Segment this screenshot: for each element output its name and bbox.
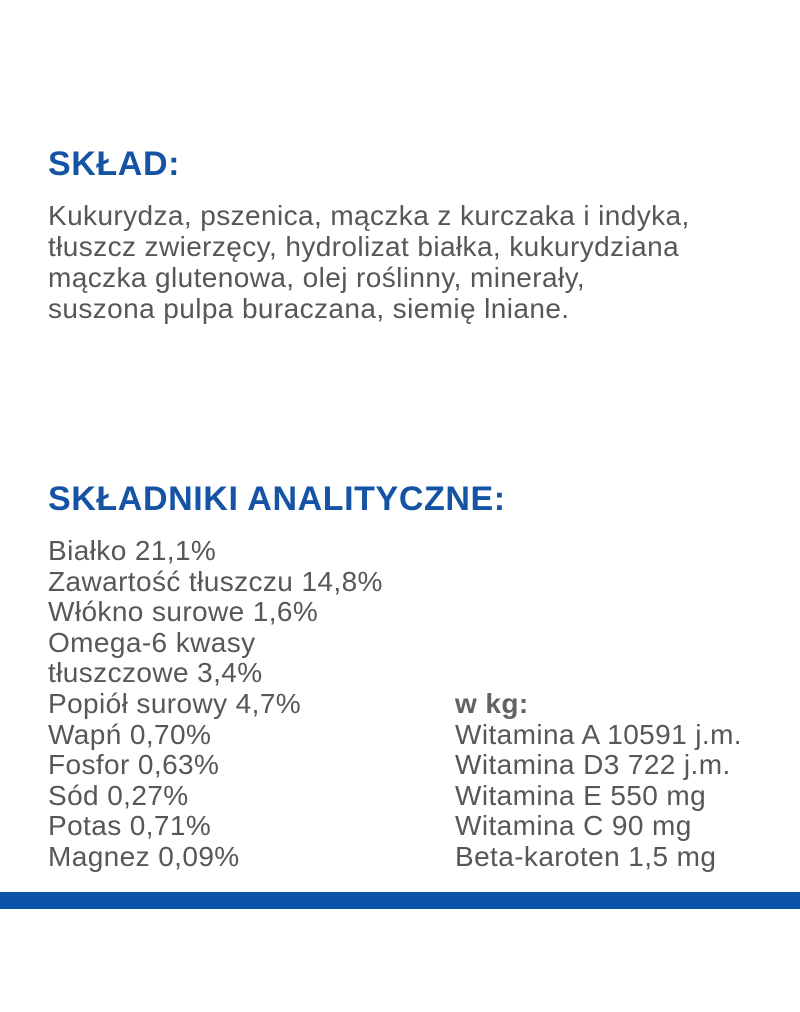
- analytical-item: tłuszczowe 3,4%: [48, 657, 263, 689]
- analytical-item: Potas 0,71%: [48, 810, 212, 842]
- analytical-right-column: [455, 689, 742, 873]
- analytical-left-column: [48, 536, 383, 873]
- analytical-item: Sód 0,27%: [48, 779, 189, 811]
- analytical-item: Włókno surowe 1,6%: [48, 596, 319, 628]
- composition-line: mączka glutenowa, olej roślinny, minerały,: [48, 262, 586, 293]
- analytical-item: Magnez 0,09%: [48, 840, 240, 872]
- analytical-item: Omega-6 kwasy: [48, 626, 256, 658]
- analytical-item: Białko 21,1%: [48, 535, 217, 566]
- analytical-item: Popiół surowy 4,7%: [48, 687, 302, 719]
- per-kg-label: w kg:: [455, 688, 529, 719]
- footer-accent-bar: [0, 892, 800, 909]
- vitamin-item: Witamina E 550 mg: [455, 779, 707, 811]
- composition-line: suszona pulpa buraczana, siemię lniane.: [48, 293, 570, 324]
- vitamin-item: Witamina A 10591 j.m.: [455, 718, 742, 750]
- composition-line: Kukurydza, pszenica, mączka z kurczaka i indyka,: [48, 200, 690, 231]
- composition-heading: SKŁAD:: [48, 145, 181, 183]
- analytical-item: Wapń 0,70%: [48, 718, 212, 750]
- analytical-item: Fosfor 0,63%: [48, 749, 220, 781]
- analytical-heading: SKŁADNIKI ANALITYCZNE:: [48, 480, 506, 518]
- analytical-item: Zawartość tłuszczu 14,8%: [48, 565, 383, 597]
- vitamin-item: Beta-karoten 1,5 mg: [455, 840, 717, 872]
- composition-paragraph: [48, 200, 763, 324]
- composition-line: tłuszcz zwierzęcy, hydrolizat białka, kukurydziana: [48, 231, 680, 262]
- vitamin-item: Witamina C 90 mg: [455, 810, 692, 842]
- vitamin-item: Witamina D3 722 j.m.: [455, 749, 731, 781]
